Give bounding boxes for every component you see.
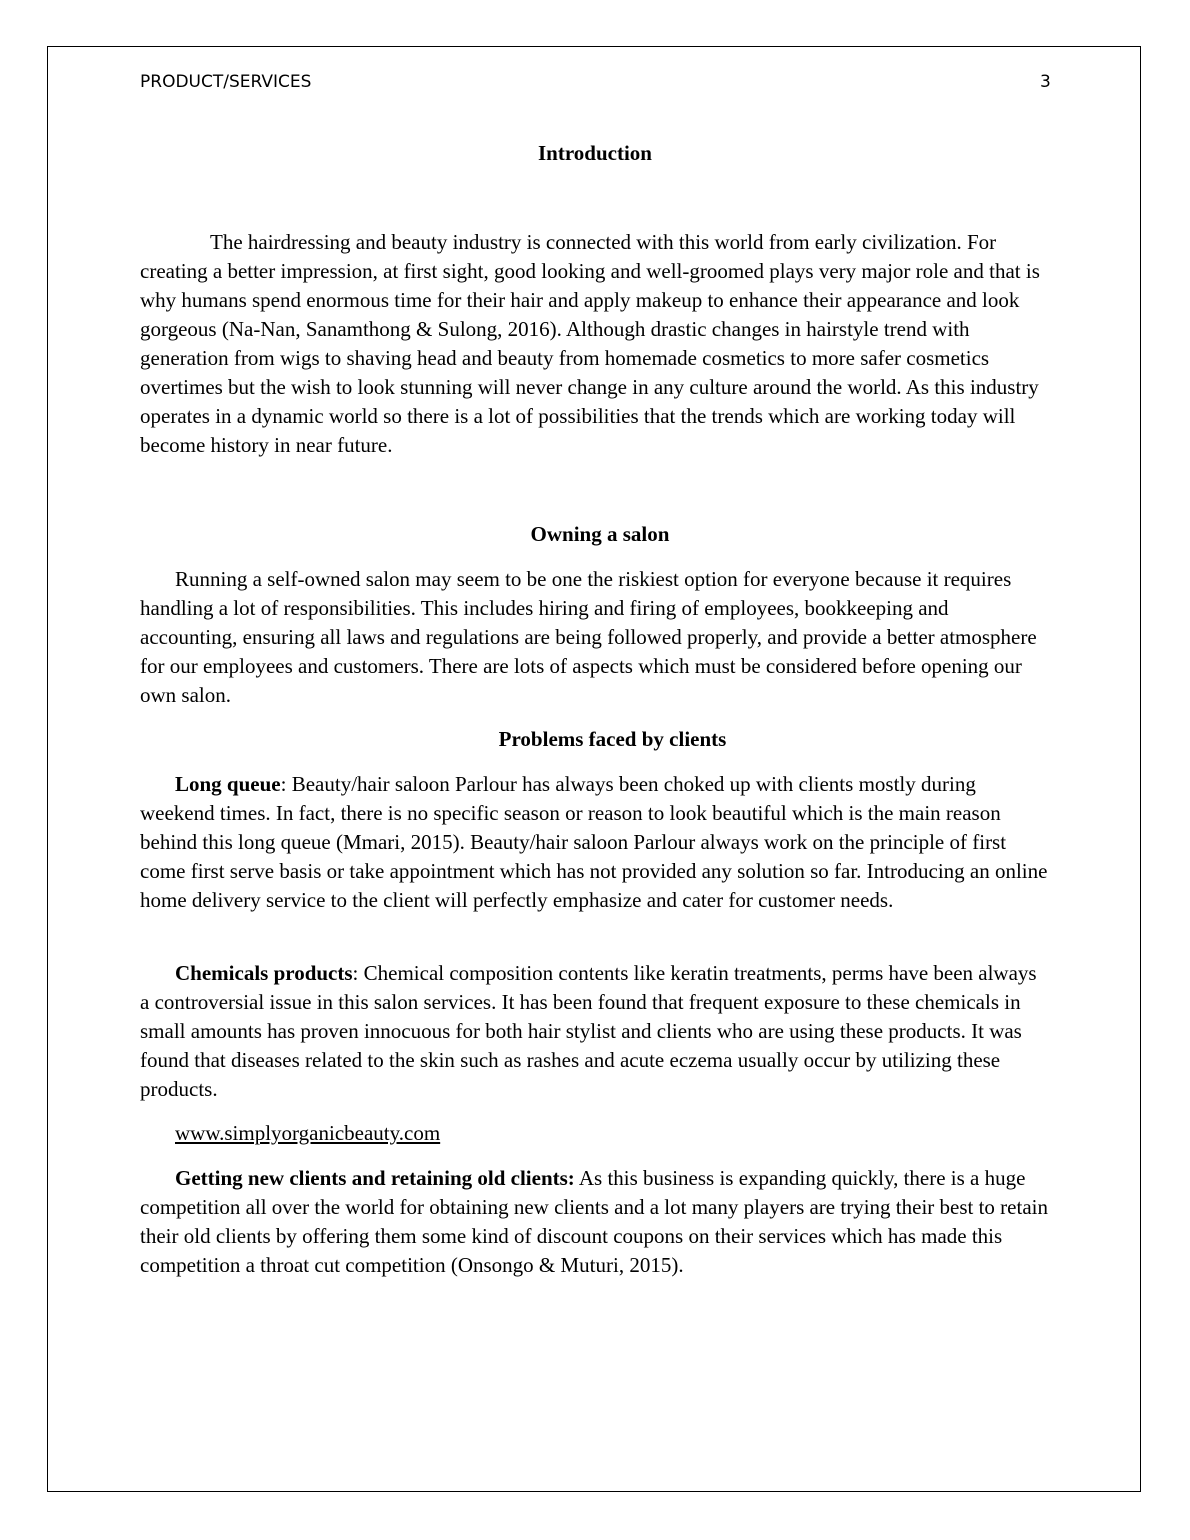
long-queue-text: : Beauty/hair saloon Parlour has always been choked up with clients mostly during weekend times. In fact, there is no specific season or reason to look beautiful which is the main reason behind this long queue (Mmari, 2015). Beauty/hair saloon Parlour always work on the principle of first come first serve basis or take appointment which has not provided any solution so far. Introducing an online home delivery service to the client will perfectly emphasize and cater for customer needs.	[140, 772, 1048, 912]
page-number: 3	[1040, 72, 1051, 92]
clients-paragraph	[140, 1164, 1050, 1280]
clients-text: As this business is expanding quickly, there is a huge competition all over the world for obtaining new clients and a lot many players are trying their best to retain their old clients by offering them some kind of discount coupons on their services which has made this competition a throat cut competition (Onsongo & Muturi, 2015).	[140, 1166, 1048, 1277]
long-queue-paragraph	[140, 770, 1050, 915]
chemicals-text: : Chemical composition contents like keratin treatments, perms have been always a controversial issue in this salon services. It has been found that frequent exposure to these chemicals in small amounts has proven innocuous for both hair stylist and clients who are using these products. It was found that diseases related to the skin such as rashes and acute eczema usually occur by utilizing these products.	[140, 961, 1037, 1101]
long-queue-label: Long queue	[175, 772, 281, 796]
chemicals-label: Chemicals products	[175, 961, 353, 985]
problems-heading: Problems faced by clients	[498, 727, 727, 751]
owning-salon-paragraph: Running a self-owned salon may seem to be one the riskiest option for everyone because it requires handling a lot of responsibilities. This includes hiring and firing of employees, bookkeeping and accounting, ensuring all laws and regulations are being followed properly, and provide a better atmosphere for our employees and customers. There are lots of aspects which must be considered before opening our own salon.	[140, 567, 1037, 707]
running-header: PRODUCT/SERVICES	[140, 72, 312, 92]
website-link[interactable]: www.simplyorganicbeauty.com	[175, 1121, 441, 1145]
chemicals-paragraph	[140, 959, 1050, 1104]
clients-label: Getting new clients and retaining old clients:	[175, 1166, 575, 1190]
introduction-paragraph: The hairdressing and beauty industry is connected with this world from early civilization. For creating a better impression, at first sight, good looking and well-groomed plays very major role and that is why humans spend enormous time for their hair and apply makeup to enhance their appearance and look gorgeous (Na-Nan, Sanamthong & Sulong, 2016). Although drastic changes in hairstyle trend with generation from wigs to shaving head and beauty from homemade cosmetics to more safer cosmetics overtimes but the wish to look stunning will never change in any culture around the world. As this industry operates in a dynamic world so there is a lot of possibilities that the trends which are working today will become history in near future.	[140, 230, 1040, 457]
owning-salon-heading: Owning a salon	[530, 522, 670, 546]
introduction-heading: Introduction	[538, 141, 652, 165]
